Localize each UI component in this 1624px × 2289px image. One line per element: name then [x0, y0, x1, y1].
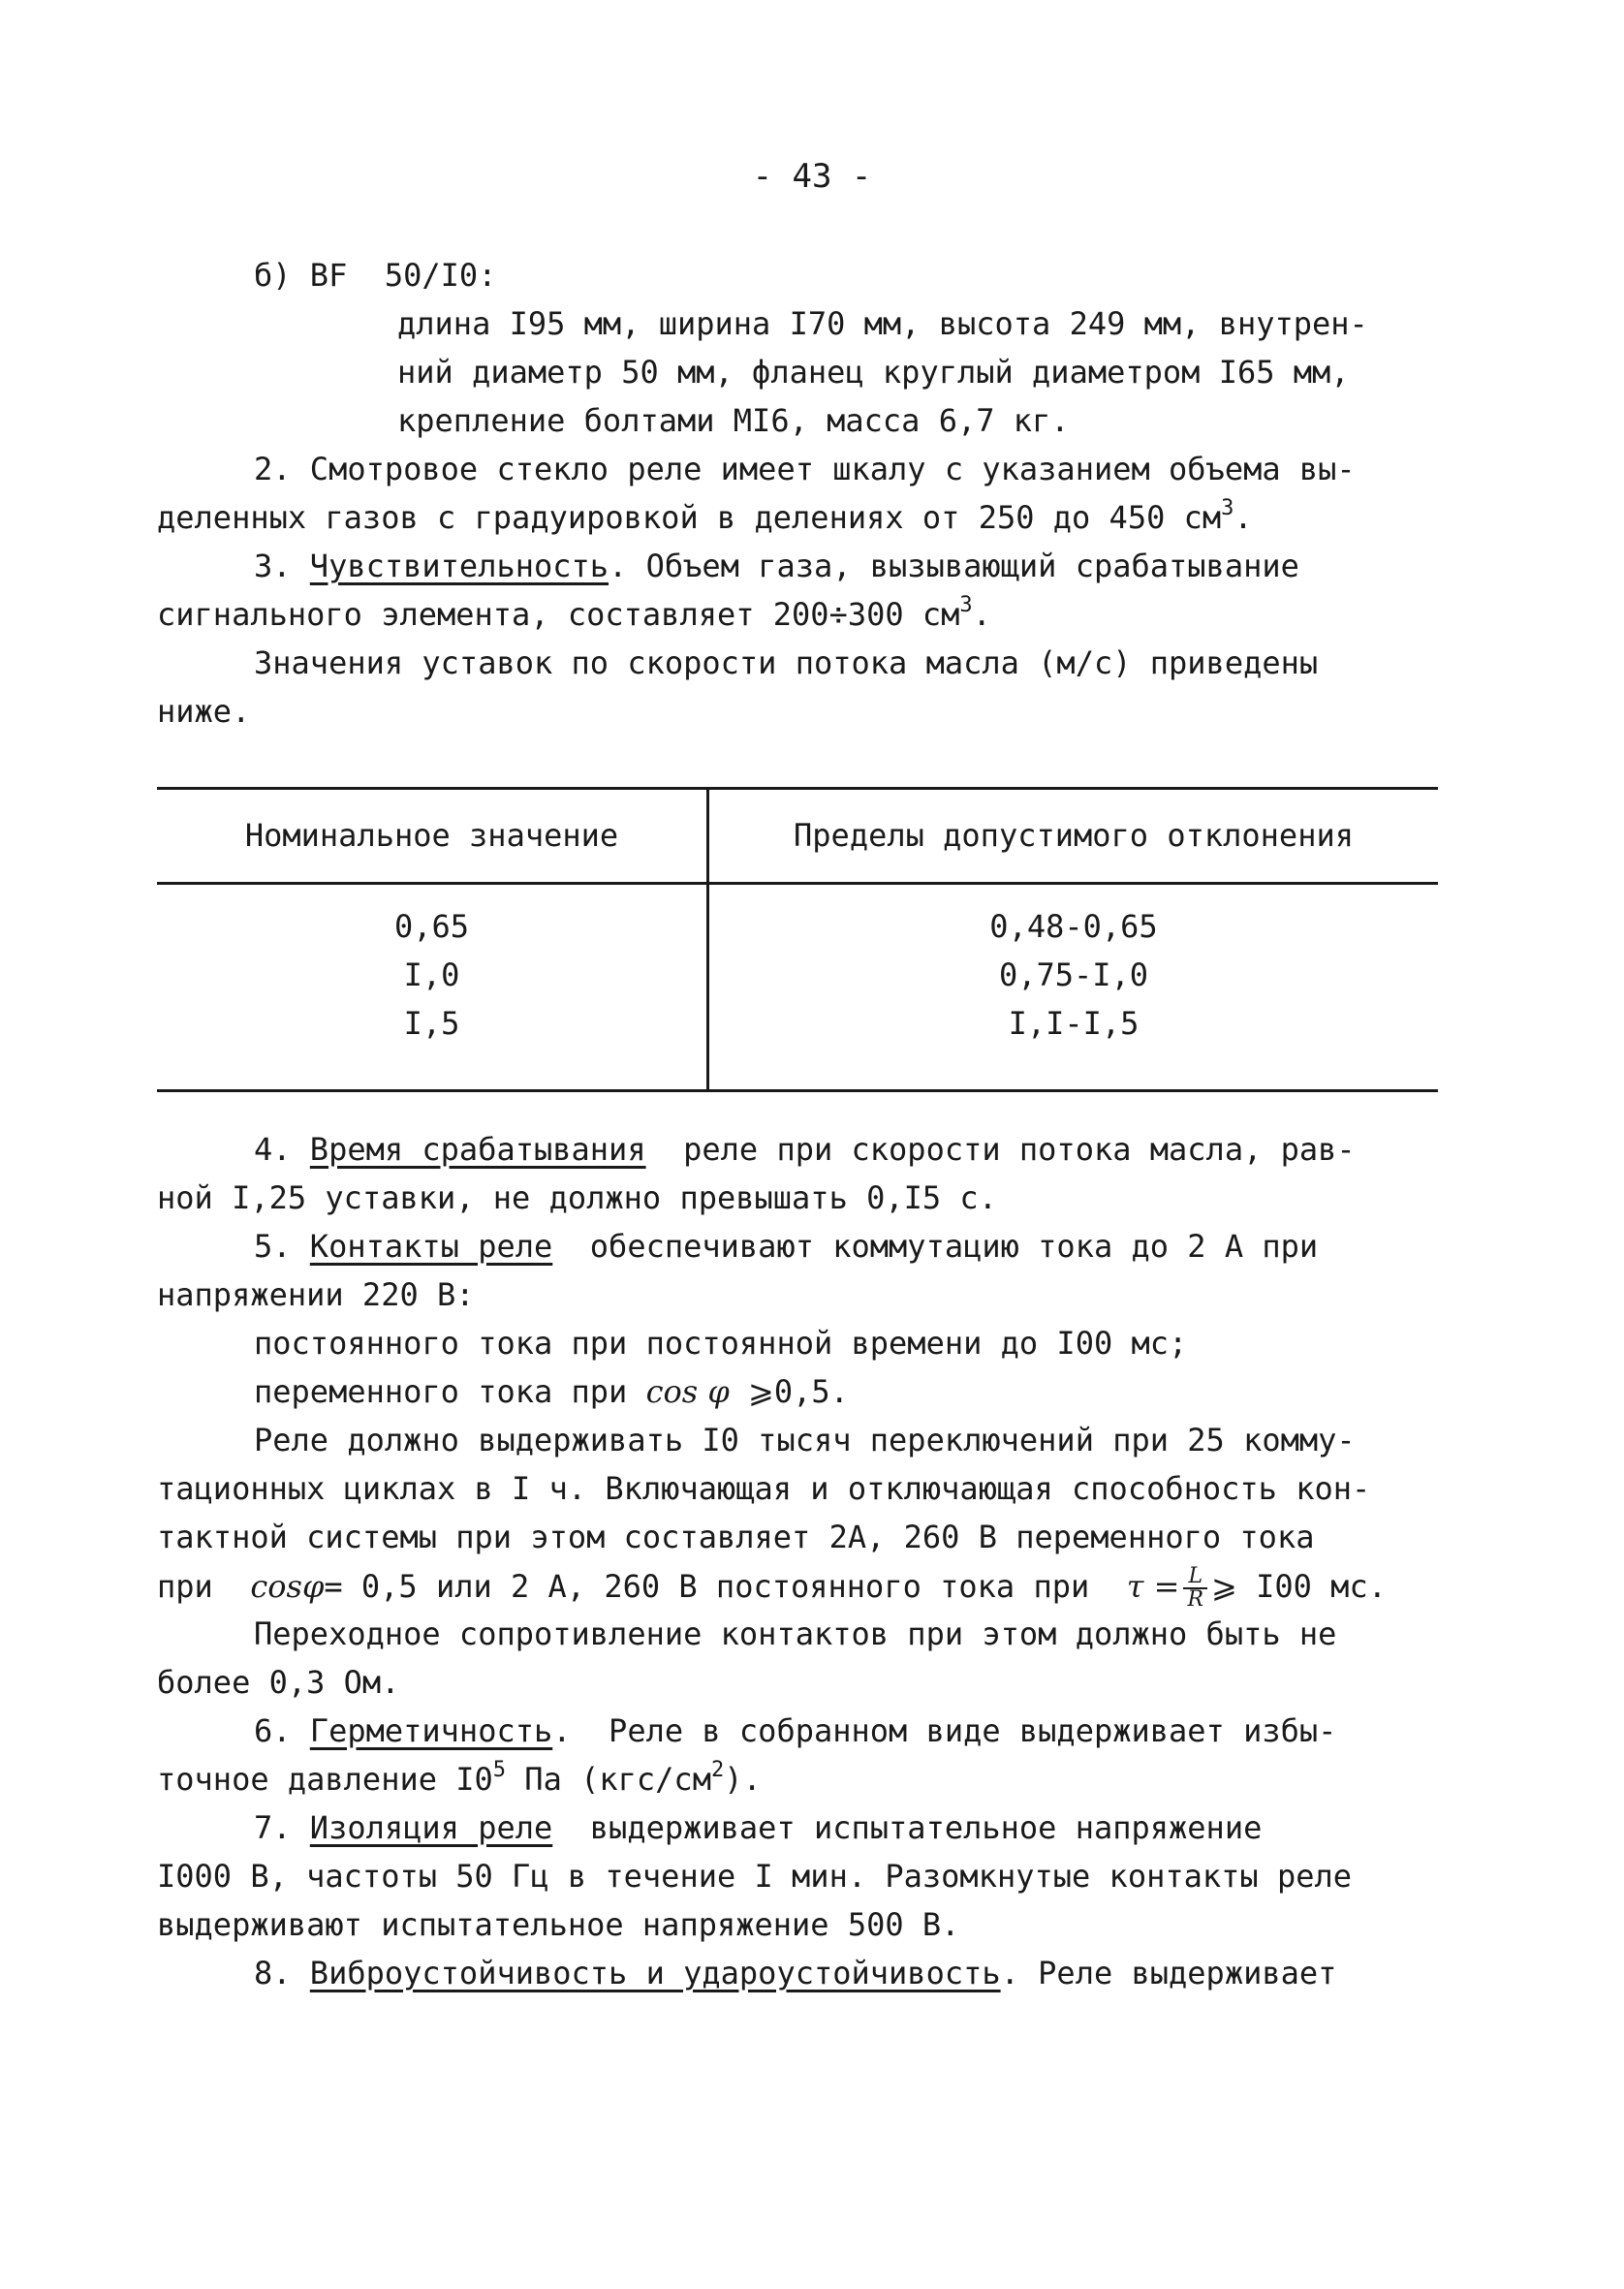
p7-line-1: [254, 1808, 1262, 1847]
l-over-r-fraction: [1183, 1566, 1207, 1611]
item-b-label: [254, 256, 496, 295]
p4-rest: реле при скорости потока масла, рав-: [645, 1131, 1356, 1168]
page-number: - 43 -: [752, 157, 872, 196]
setpoints-line-1: Значения уставок по скорости потока масла (м/с) приведены: [254, 644, 1319, 681]
p4-term: Время срабатывания: [309, 1131, 646, 1168]
relay-line-4-pre: при: [157, 1568, 251, 1605]
relay-line-4: [157, 1566, 1387, 1611]
p6-line-1: [254, 1711, 1336, 1750]
p3-line-2-end: .: [972, 596, 991, 633]
p2-line-1: 2. Смотровое стекло реле имеет шкалу с указанием объема вы-: [254, 451, 1356, 487]
p7-term: Изоляция реле: [309, 1809, 553, 1846]
relay-line-1: Реле должно выдерживать I0 тысяч переключений при 25 комму-: [254, 1422, 1356, 1458]
item-b-line-3: крепление болтами MI6, масса 6,7 кг.: [397, 402, 1070, 439]
table-cell: 0,48-0,65: [989, 908, 1158, 945]
p7-line-2: I000 В, частоты 50 Гц в течение I мин. Разомкнутые контакты реле: [157, 1858, 1352, 1895]
p2-sup: 3: [1221, 496, 1234, 520]
item-b-line-1: длина I95 мм, ширина I70 мм, высота 249 мм, внутрен-: [397, 305, 1368, 342]
tau-symbol: τ =: [1126, 1568, 1180, 1605]
p2-line-2-text: деленных газов с градуировкой в делениях от 250 до 450 см: [157, 499, 1222, 536]
table-cell: I,0: [403, 956, 460, 993]
p5-line-2: напряжении 220 В:: [157, 1276, 475, 1313]
p3-line-2-text: сигнального элемента, составляет 200÷300 см: [157, 596, 960, 633]
item-b-line-2: ний диаметр 50 мм, фланец круглый диаметром I65 мм,: [397, 354, 1350, 391]
table-top-rule: [157, 787, 1438, 790]
p6-rest: . Реле в собранном виде выдерживает избы-: [552, 1712, 1337, 1749]
p8-term: Виброустойчивость и удароустойчивость: [309, 1955, 1001, 1991]
relay-line-2: тационных циклах в I ч. Включающая и отключающая способность кон-: [157, 1470, 1371, 1507]
p5-term: Контакты реле: [309, 1228, 553, 1265]
p7-rest: выдерживает испытательное напряжение: [552, 1809, 1263, 1846]
p6-line-2: [157, 1760, 762, 1799]
p2-line-2: [157, 498, 1253, 537]
p8-num: 8.: [254, 1955, 292, 1991]
p5-line-4-end: ⩾0,5.: [729, 1373, 849, 1410]
p3-line-2: [157, 595, 991, 634]
p5-line-4-pre: переменного тока при: [254, 1373, 646, 1410]
p8-rest: . Реле выдерживает: [1000, 1955, 1337, 1991]
resistance-line-1: Переходное сопротивление контактов при этом должно быть не: [254, 1615, 1337, 1652]
p5-rest: обеспечивают коммутацию тока до 2 А при: [552, 1228, 1319, 1265]
p2-line-2-end: .: [1234, 499, 1253, 536]
fraction-numerator: L: [1183, 1566, 1207, 1589]
p6-line-2-mid: Па (кгс/см: [506, 1761, 711, 1798]
p4-num: 4.: [254, 1131, 292, 1168]
table-cell: 0,65: [393, 908, 470, 945]
p3-sup: 3: [959, 593, 973, 617]
p6-line-2-pre: точное давление I0: [157, 1761, 493, 1798]
p5-line-1: [254, 1227, 1318, 1266]
setpoints-line-2: ниже.: [157, 693, 251, 730]
p3-rest: . Объем газа, вызывающий срабатывание: [609, 548, 1299, 584]
cos-phi-formula-2: cosφ: [250, 1568, 325, 1605]
p3-line-1: [254, 547, 1299, 585]
p8-line-1: [254, 1954, 1336, 1992]
item-b-model: 50/I0:: [384, 257, 497, 294]
p5-line-4: [254, 1372, 849, 1411]
fraction-denominator: R: [1187, 1587, 1204, 1612]
p6-line-2-end: ).: [724, 1761, 762, 1798]
resistance-line-2: более 0,3 Ом.: [157, 1664, 400, 1701]
relay-line-4-end: ⩾ I00 мс.: [1211, 1568, 1387, 1605]
p6-term: Герметичность: [309, 1712, 553, 1749]
table-cell: 0,75-I,0: [998, 956, 1149, 993]
table-cell: I,5: [403, 1005, 460, 1042]
table-cell: I,I-I,5: [1008, 1005, 1140, 1042]
relay-line-3: тактной системы при этом составляет 2А, 260 В переменного тока: [157, 1519, 1315, 1555]
table-header-tolerance: Пределы допустимого отклонения: [794, 817, 1354, 854]
table-bottom-rule: [157, 1089, 1438, 1092]
p7-line-3: выдерживают испытательное напряжение 500 В.: [157, 1906, 960, 1943]
p6-num: 6.: [254, 1712, 292, 1749]
item-b-prefix: б) BF: [254, 257, 348, 294]
p3-num: 3.: [254, 548, 292, 584]
p4-line-1: [254, 1130, 1356, 1169]
table-header-rule: [157, 882, 1438, 885]
table-header-nominal: Номинальное значение: [244, 817, 619, 854]
p6-sup-5: 5: [492, 1758, 507, 1782]
p3-term: Чувствительность: [309, 548, 609, 584]
cos-phi-formula: cos φ: [645, 1373, 730, 1410]
p4-line-2: ной I,25 уставки, не должно превышать 0,I5 с.: [157, 1179, 997, 1216]
p5-line-3: постоянного тока при постоянной времени до I00 мс;: [254, 1325, 1188, 1362]
p5-num: 5.: [254, 1228, 292, 1265]
p6-sup-2: 2: [710, 1758, 725, 1782]
p7-num: 7.: [254, 1809, 292, 1846]
relay-line-4-mid: = 0,5 или 2 А, 260 В постоянного тока при: [324, 1568, 1127, 1605]
